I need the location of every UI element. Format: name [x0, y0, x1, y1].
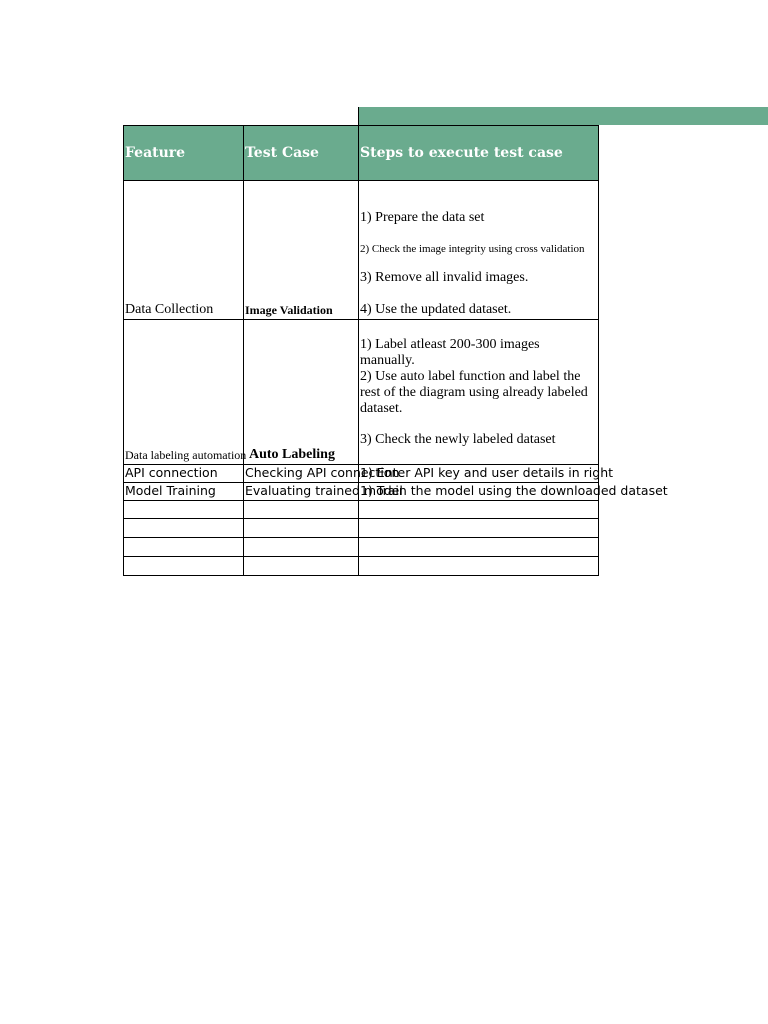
row3-step-1: 1) Enter API key and user details in right [360, 465, 614, 480]
empty-cell[interactable] [243, 500, 359, 519]
row4-step-1: 1) Train the model using the downloaded dataset [360, 483, 668, 498]
header-steps[interactable] [358, 125, 599, 181]
row2-test-case-cell[interactable] [243, 319, 359, 465]
row3-steps-cell[interactable] [358, 464, 614, 483]
row1-test-case-cell[interactable] [243, 180, 359, 320]
row1-steps-cell[interactable] [358, 180, 599, 320]
row4-test-case-cell[interactable] [243, 482, 403, 501]
row1-step-4: 4) Use the updated dataset. [360, 302, 512, 317]
row2-test-case: Auto Labeling [249, 447, 335, 462]
row4-feature: Model Training [125, 483, 216, 498]
row4-test-case: Evaluating trained model [245, 483, 403, 498]
row1-step-2: 2) Check the image integrity using cross validation [360, 243, 585, 255]
row2-feature: Data labeling automation [125, 448, 247, 462]
column-gridline [358, 107, 359, 126]
row2-step-2: 2) Use auto label function and label the rest of the diagram using already labeled dataset. [360, 369, 588, 416]
empty-cell[interactable] [123, 518, 244, 538]
empty-cell[interactable] [358, 556, 599, 576]
header-steps-label: Steps to execute test case [360, 145, 563, 161]
row1-step-1: 1) Prepare the data set [360, 210, 485, 225]
row2-step-1: 1) Label atleast 200-300 images manually. [360, 337, 540, 368]
empty-cell[interactable] [358, 518, 599, 538]
row1-feature-cell[interactable] [123, 180, 244, 320]
row4-feature-cell[interactable] [123, 482, 244, 501]
row1-feature: Data Collection [125, 302, 214, 317]
row3-feature: API connection [125, 465, 218, 480]
row3-feature-cell[interactable] [123, 464, 244, 483]
empty-cell[interactable] [358, 500, 599, 519]
empty-cell[interactable] [243, 537, 359, 557]
header-feature[interactable] [123, 125, 244, 181]
row2-steps-cell[interactable] [358, 319, 599, 465]
header-test-case[interactable] [243, 125, 359, 181]
row2-feature-cell[interactable] [123, 319, 247, 465]
header-feature-label: Feature [125, 145, 186, 161]
test-case-table [123, 125, 668, 576]
header-band-extension [359, 107, 768, 125]
header-test-case-label: Test Case [245, 145, 319, 161]
row2-step-3: 3) Check the newly labeled dataset [360, 432, 556, 447]
row1-step-3: 3) Remove all invalid images. [360, 270, 529, 285]
row3-test-case-cell[interactable] [243, 464, 400, 483]
empty-cell[interactable] [123, 556, 244, 576]
empty-cell[interactable] [358, 537, 599, 557]
empty-cell[interactable] [243, 518, 359, 538]
empty-cell[interactable] [243, 556, 359, 576]
empty-cell[interactable] [123, 500, 244, 519]
row1-test-case: Image Validation [245, 303, 333, 317]
row3-test-case: Checking API connection [245, 465, 400, 480]
empty-cell[interactable] [123, 537, 244, 557]
row4-steps-cell[interactable] [358, 482, 668, 501]
